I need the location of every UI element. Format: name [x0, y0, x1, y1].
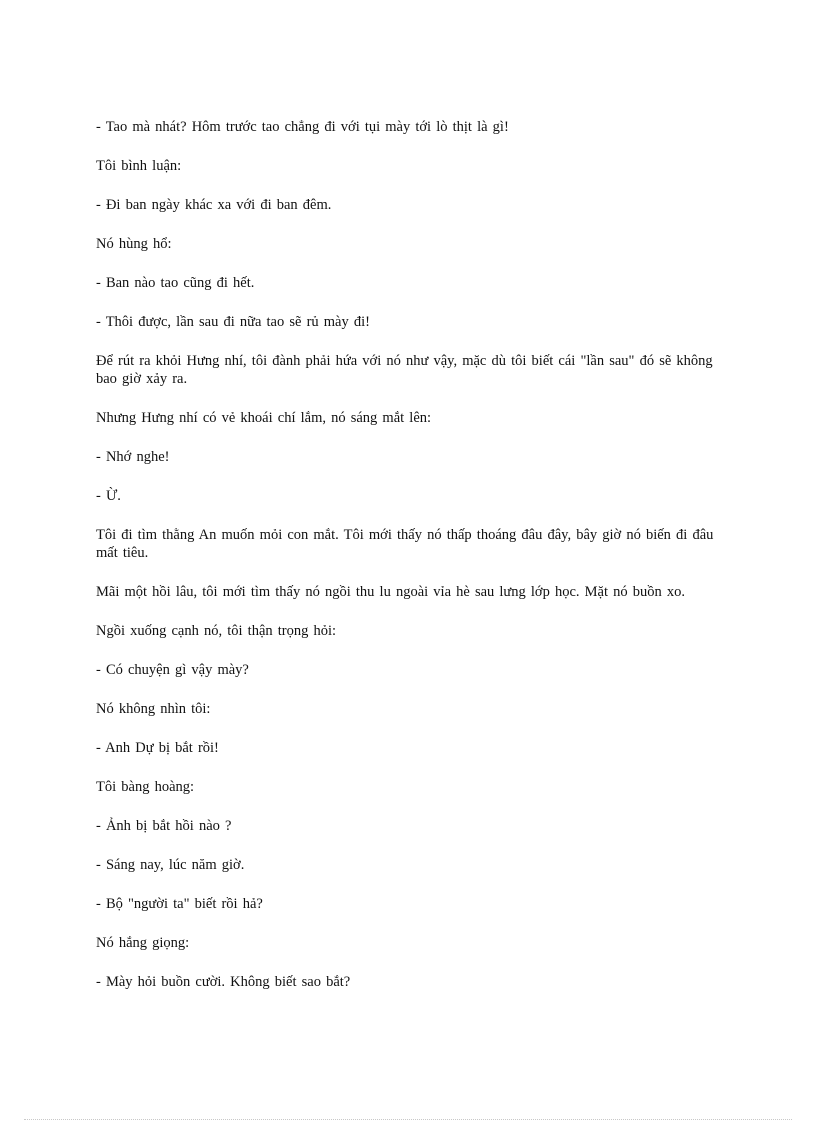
- paragraph-2: Tôi bình luận:: [96, 158, 182, 174]
- paragraph-15: Nó không nhìn tôi:: [96, 701, 211, 717]
- paragraph-16: - Anh Dự bị bắt rồi!: [96, 740, 219, 756]
- paragraph-14: - Có chuyện gì vậy mày?: [96, 662, 249, 678]
- paragraph-7: Để rút ra khỏi Hưng nhí, tôi đành phải hứa với nó như vậy, mặc dù tôi biết cái "lần sau" đó sẽ không bao giờ xảy ra.: [96, 353, 713, 387]
- paragraph-3: - Đi ban ngày khác xa với đi ban đêm.: [96, 197, 332, 213]
- paragraph-18: - Ảnh bị bắt hồi nào ?: [96, 818, 232, 834]
- paragraph-20: - Bộ "người ta" biết rồi hả?: [96, 896, 263, 912]
- paragraph-22: - Mày hỏi buồn cười. Không biết sao bắt?: [96, 974, 351, 990]
- paragraph-19: - Sáng nay, lúc năm giờ.: [96, 857, 245, 873]
- paragraph-17: Tôi bàng hoàng:: [96, 779, 195, 795]
- paragraph-5: - Ban nào tao cũng đi hết.: [96, 275, 255, 291]
- paragraph-12: Mãi một hồi lâu, tôi mới tìm thấy nó ngồi thu lu ngoài vỉa hè sau lưng lớp học. Mặt nó buồn xo.: [96, 584, 686, 600]
- paragraph-1: - Tao mà nhát? Hôm trước tao chẳng đi với tụi mày tới lò thịt là gì!: [96, 119, 509, 135]
- paragraph-21: Nó hắng giọng:: [96, 935, 190, 951]
- paragraph-10: - Ừ.: [96, 488, 121, 504]
- paragraph-4: Nó hùng hổ:: [96, 236, 172, 252]
- page-bottom-divider: [24, 1119, 792, 1120]
- paragraph-13: Ngồi xuống cạnh nó, tôi thận trọng hỏi:: [96, 623, 337, 639]
- paragraph-8: Nhưng Hưng nhí có vẻ khoái chí lắm, nó sáng mắt lên:: [96, 410, 432, 426]
- paragraph-11: Tôi đi tìm thằng An muốn mỏi con mắt. Tôi mới thấy nó thấp thoáng đâu đây, bây giờ nó biến đi đâu mất tiêu.: [96, 527, 714, 561]
- paragraph-9: - Nhớ nghe!: [96, 449, 170, 465]
- paragraph-6: - Thôi được, lần sau đi nữa tao sẽ rủ mày đi!: [96, 314, 370, 330]
